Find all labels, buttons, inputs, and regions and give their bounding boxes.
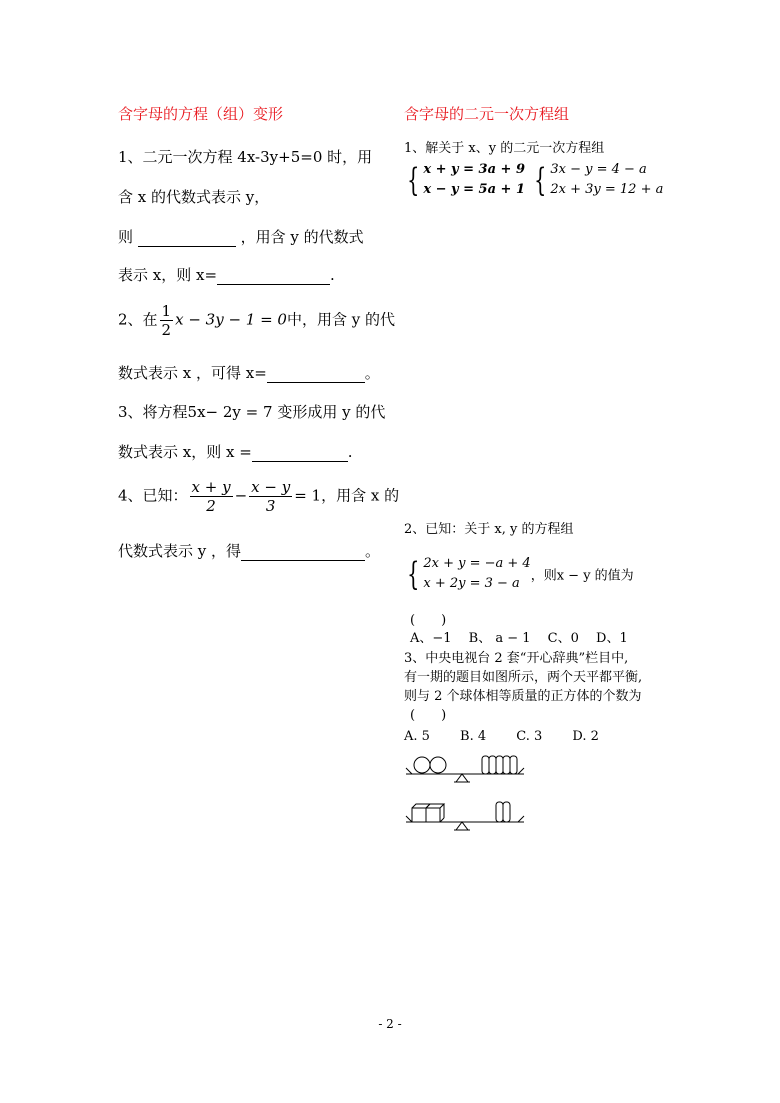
q4-fraction-2 [249, 478, 292, 515]
page-number: - 2 - [378, 1017, 402, 1031]
r-q1-system-a [403, 160, 525, 200]
q2-line2-suffix: 。 [364, 364, 380, 382]
q4-f1-den: 2 [206, 497, 216, 515]
q1-line3 [118, 226, 364, 247]
r-q1-text: 1、解关于 x、y 的二元一次方程组 [404, 141, 605, 156]
r-q3-line2: 有一期的题目如图所示，两个天平都平衡, [404, 670, 643, 685]
q4-f2-num: x − y [251, 478, 291, 496]
r-q1-system-b [530, 160, 663, 200]
cylinder-icon [482, 756, 489, 774]
q2-line2-prefix: 数式表示 x ，可得 x= [118, 364, 267, 382]
left-section-title: 含字母的方程（组）变形 [118, 105, 284, 123]
cylinder-icon [496, 802, 503, 822]
balance-scales-figure [398, 748, 538, 844]
q4-eq: = 1 [294, 486, 322, 505]
r-q3-options: A. 5 B. 4 C. 3 D. 2 [404, 729, 599, 744]
r-q2-system [403, 554, 634, 594]
sysA-eq2: x − y = 5a + 1 [423, 182, 526, 197]
q4-line1 [118, 478, 399, 515]
balance-scale-2 [406, 802, 524, 830]
sphere-icon [430, 757, 446, 773]
q2-sys-eq2: x + 2y = 3 − a [423, 576, 520, 591]
sysB-eq1: 3x − y = 4 − a [550, 162, 647, 177]
q3-line2-suffix: . [347, 443, 353, 461]
q1-line1: 1、二元一次方程 4x-3y+5=0 时，用 [118, 148, 373, 166]
q4-f1-num: x + y [191, 478, 231, 496]
q1-line4-suffix: . [330, 266, 335, 284]
q4-line2-suffix: 。 [365, 542, 381, 560]
r-q2-text: 2、已知：关于 x, y 的方程组 [404, 522, 574, 537]
q2-line1 [118, 302, 395, 339]
cylinder-icon [510, 756, 517, 774]
cylinder-icon [496, 756, 503, 774]
brace-icon: { [407, 161, 420, 199]
q2-answer-blank[interactable] [267, 364, 365, 383]
cylinder-icon [503, 756, 510, 774]
brace-icon: { [534, 161, 547, 199]
q3-line2 [118, 441, 353, 462]
q1-line3-prefix: 则 [118, 228, 138, 246]
q4-f2-den: 3 [265, 497, 276, 515]
q2-equation: x − 3y − 1 = 0 [175, 310, 287, 329]
q1-line3-suffix: ，用含 y 的代数式 [240, 228, 364, 246]
q4-line2 [118, 540, 380, 561]
r-q2-options: A、−1 B、 a − 1 C、0 D、1 [410, 631, 628, 646]
cylinder-icon [489, 756, 496, 774]
q2-suffix: 中，用含 y 的代 [286, 310, 395, 329]
r-q2-paren: ( ) [410, 613, 447, 628]
sysA-eq1: x + y = 3a + 9 [423, 162, 526, 177]
q1-line2: 含 x 的代数式表示 y， [118, 188, 270, 206]
cube-icon [426, 808, 440, 822]
q2-prefix: 2、在 [118, 310, 158, 329]
q3-answer-blank[interactable] [252, 443, 348, 462]
q4-fraction-1 [190, 478, 233, 515]
q1-answer-blank-y[interactable] [138, 228, 236, 247]
balance-scale-1 [406, 756, 524, 782]
q2-after: ，则x − y 的值为 [530, 568, 634, 584]
q3-line2-prefix: 数式表示 x，则 x = [118, 443, 252, 461]
r-q3-line1: 3、中央电视台 2 套“开心辞典”栏目中, [404, 651, 629, 666]
sysB-eq2: 2x + 3y = 12 + a [550, 182, 664, 197]
cube-icon [412, 808, 426, 822]
q2-frac-num: 1 [161, 302, 172, 320]
q3-line1: 3、将方程5x− 2y = 7 变形成用 y 的代 [118, 403, 386, 421]
r-q3-paren: ( ) [410, 708, 447, 723]
q2-frac-den: 2 [161, 321, 172, 339]
q2-sys-eq1: 2x + y = −a + 4 [423, 556, 531, 571]
q1-line4 [118, 264, 335, 285]
sphere-icon [414, 757, 430, 773]
q4-minus: − [234, 486, 248, 505]
q4-line2-prefix: 代数式表示 y ，得 [118, 542, 242, 560]
q2-fraction [160, 302, 174, 339]
q4-suffix: ，用含 x 的 [321, 486, 400, 505]
brace-icon: { [407, 555, 420, 593]
q1-line4-prefix: 表示 x，则 x= [118, 266, 218, 284]
q4-prefix: 4、已知： [118, 486, 188, 505]
r-q3-line3: 则与 2 个球体相等质量的正方体的个数为 [404, 689, 642, 704]
right-section-title: 含字母的二元一次方程组 [404, 105, 570, 123]
q2-line2 [118, 362, 380, 383]
q4-answer-blank[interactable] [241, 542, 365, 561]
cylinder-icon [503, 802, 510, 822]
q1-answer-blank-x[interactable] [217, 266, 330, 285]
